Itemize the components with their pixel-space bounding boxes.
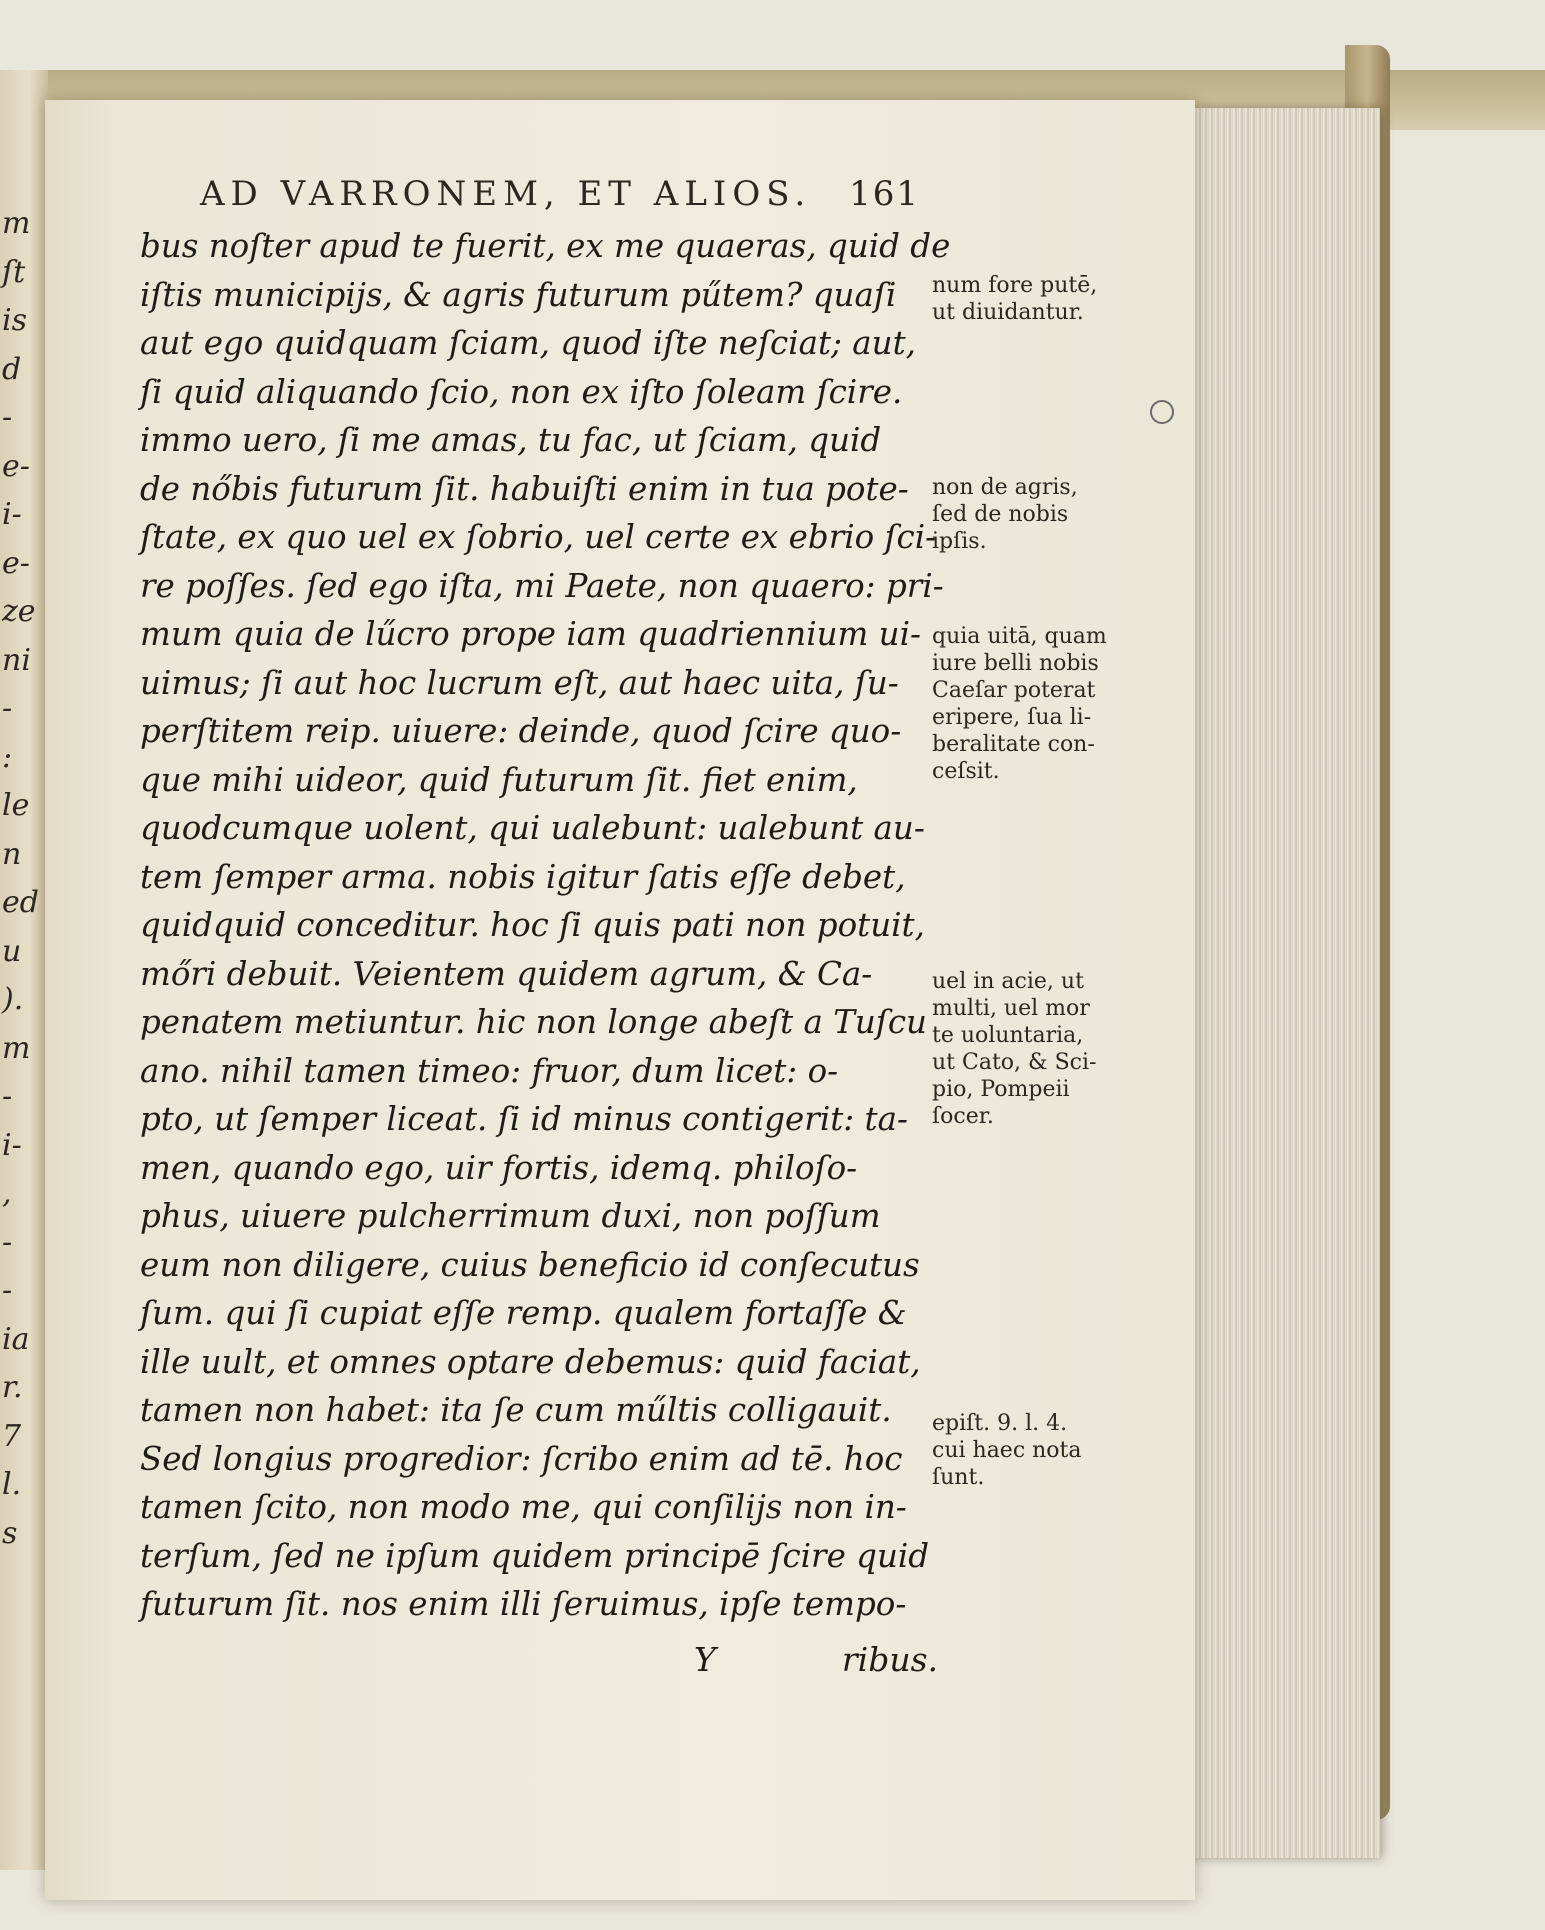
text-line: tem ſemper arma. nobis igitur ſatis eſſe debet, xyxy=(140,857,906,896)
text-line: ano. nihil tamen timeo: fruor, dum licet: o- xyxy=(140,1051,839,1090)
catchword: ribus. xyxy=(841,1640,938,1679)
text-line: perſtitem reip. uiuere: deinde, quod ſcire quo- xyxy=(140,712,902,750)
facing-page-fragment: ni xyxy=(2,642,31,678)
text-line: mum quia de lűcro prope iam quadriennium ui- xyxy=(140,615,921,653)
marginal-note xyxy=(932,1410,1152,1491)
facing-page-fragment: - xyxy=(2,1273,13,1308)
text-line: ſi quid aliquando ſcio, non ex iſto ſoleam ſcire. xyxy=(140,372,903,411)
note-line: ut diuidantur. xyxy=(932,300,1084,325)
note-line: cui haec nota xyxy=(932,1438,1082,1463)
note-line: pio, Pompeii xyxy=(932,1077,1070,1102)
facing-page-fragment: , xyxy=(2,1176,12,1211)
text-line: ſum. qui ſi cupiat eſſe remp. qualem fortaſſe & xyxy=(140,1294,907,1332)
facing-page-fragment: m xyxy=(2,206,31,241)
facing-page-fragment: ed xyxy=(2,885,39,920)
facing-page-fragment: ). xyxy=(2,982,24,1017)
facing-page-fragment: e- xyxy=(2,545,30,581)
catchword-line xyxy=(688,1640,938,1688)
facing-page-fragment: - xyxy=(2,1224,13,1260)
note-line: ceſsit. xyxy=(932,759,1000,784)
facing-page-fragment: ze xyxy=(2,594,36,629)
text-line: aut ego quidquam ſciam, quod iſte neſciat; aut, xyxy=(140,324,917,362)
text-line: immo uero, ſi me amas, tu fac, ut ſciam, quid xyxy=(140,421,882,459)
marginal-note xyxy=(932,272,1152,326)
note-line: uel in acie, ut xyxy=(932,969,1084,994)
note-line: non de agris, xyxy=(932,475,1078,500)
text-line: quidquid conceditur. hoc ſi quis pati non potuit, xyxy=(140,906,925,944)
facing-page-fragment: : xyxy=(2,739,13,775)
running-title: AD VARRONEM, ET ALIOS. xyxy=(200,174,812,214)
note-line: beralitate con- xyxy=(932,732,1095,757)
text-line: ſtate, ex quo uel ex ſobrio, uel certe ex ebrio ſci- xyxy=(140,518,937,556)
facing-page-fragment: n xyxy=(2,836,22,872)
facing-page-fragment: m xyxy=(2,1030,31,1066)
note-line: epiſt. 9. l. 4. xyxy=(932,1411,1068,1436)
page-block-edge xyxy=(1190,108,1380,1858)
facing-page-fragments xyxy=(2,200,39,1558)
facing-page-fragment: - xyxy=(2,1079,13,1114)
text-line: uimus; ſi aut hoc lucrum eſt, aut haec uita, ſu- xyxy=(140,663,899,702)
note-line: quia uitā, quam xyxy=(932,624,1107,649)
text-line: penatem metiuntur. hic non longe abeſt a Tuſcu xyxy=(140,1003,927,1041)
text-line: Sed longius progredior: ſcribo enim ad tē. hoc xyxy=(140,1439,903,1478)
note-line: te uoluntaria, xyxy=(932,1023,1084,1048)
text-line: futurum ſit. nos enim illi ſeruimus, ipſe tempo- xyxy=(140,1585,907,1623)
facing-page-fragment: l. xyxy=(2,1467,22,1502)
marginal-note xyxy=(932,474,1152,555)
note-line: num fore putē, xyxy=(932,273,1098,298)
body-text xyxy=(140,222,951,1629)
note-line: eripere, ſua li- xyxy=(932,705,1092,730)
note-line: multi, uel mor xyxy=(932,996,1090,1021)
text-line: tamen non habet: ita ſe cum műltis colligauit. xyxy=(140,1391,892,1429)
text-line: iſtis municipijs, & agris futurum pűtem? quaſi xyxy=(140,275,897,314)
page-header xyxy=(200,172,920,216)
signature-mark: Y xyxy=(694,1640,716,1679)
text-line: quodcumque uolent, qui ualebunt: ualebunt au- xyxy=(140,809,925,847)
facing-page-fragment: r. xyxy=(2,1370,23,1405)
page-number: 161 xyxy=(849,174,920,214)
text-line: men, quando ego, uir fortis, idemq. philoſo- xyxy=(140,1148,858,1187)
facing-page-fragment: le xyxy=(2,788,30,823)
marginal-note xyxy=(932,968,1152,1130)
text-line: ille uult, et omnes optare debemus: quid faciat, xyxy=(140,1342,921,1381)
text-line: terſum, ſed ne ipſum quidem principē ſcire quid xyxy=(140,1536,930,1575)
marginal-note xyxy=(932,623,1152,785)
facing-page-fragment: i- xyxy=(2,1127,22,1163)
show-through-mark xyxy=(1150,400,1174,424)
text-line: mőri debuit. Veientem quidem agrum, & Ca- xyxy=(140,954,873,993)
note-line: ut Cato, & Sci- xyxy=(932,1050,1097,1075)
facing-page-fragment: s xyxy=(2,1515,18,1551)
facing-page-fragment: is xyxy=(2,303,27,338)
text-line: tamen ſcito, non modo me, qui conſilijs non in- xyxy=(140,1488,907,1526)
facing-page-fragment: ia xyxy=(2,1321,30,1357)
facing-page-fragment: d xyxy=(2,351,22,387)
note-line: iure belli nobis xyxy=(932,651,1099,676)
facing-page-fragment: i- xyxy=(2,497,22,532)
text-line: re poſſes. ſed ego iſta, mi Paete, non quaero: pri- xyxy=(140,566,944,605)
facing-page-fragment: - xyxy=(2,691,13,726)
text-line: pto, ut ſemper liceat. ſi id minus contigerit: ta- xyxy=(140,1100,908,1138)
note-line: ipſis. xyxy=(932,529,987,554)
facing-page-fragment: u xyxy=(2,933,22,969)
facing-page-fragment: e- xyxy=(2,448,30,484)
facing-page-fragment: - xyxy=(2,400,13,435)
text-line: phus, uiuere pulcherrimum duxi, non poſſum xyxy=(140,1197,881,1235)
text-line: de nőbis futurum ſit. habuiſti enim in tua pote- xyxy=(140,469,909,508)
text-line: que mihi uideor, quid futurum ſit. fiet enim, xyxy=(140,760,858,799)
note-line: ſunt. xyxy=(932,1465,985,1490)
note-line: ſed de nobis xyxy=(932,502,1069,527)
text-line: eum non diligere, cuius beneficio id conſecutus xyxy=(140,1245,920,1284)
text-line: bus noſter apud te fuerit, ex me quaeras, quid de xyxy=(140,227,951,265)
note-line: ſocer. xyxy=(932,1104,994,1129)
facing-page-fragment: ſt xyxy=(2,254,26,290)
facing-page-fragment: 7 xyxy=(2,1418,22,1454)
note-line: Caeſar poterat xyxy=(932,678,1096,703)
